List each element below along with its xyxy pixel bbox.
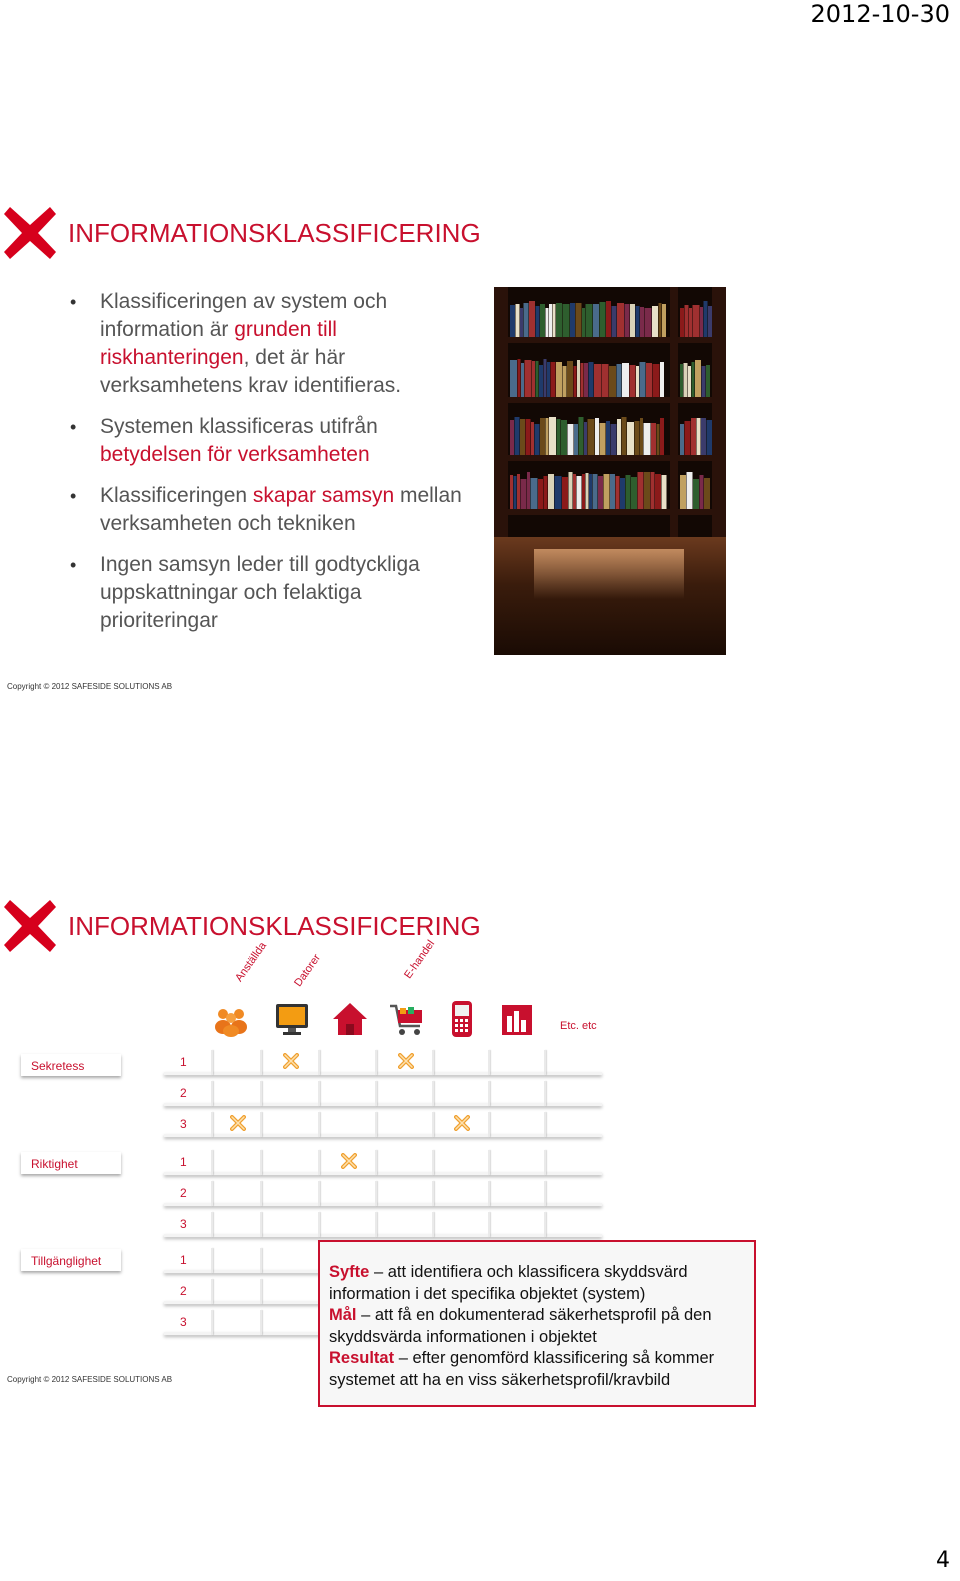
book-spine <box>604 474 610 509</box>
column-divider <box>318 1150 320 1175</box>
cross-mark-icon <box>398 1053 414 1069</box>
book-spine <box>549 304 552 337</box>
book-spine <box>616 476 620 509</box>
book-spine <box>706 365 710 397</box>
column-divider <box>375 1150 377 1175</box>
row-number: 2 <box>180 1284 187 1298</box>
book-spine <box>574 424 578 455</box>
column-divider <box>375 1181 377 1206</box>
book-spine <box>536 306 540 337</box>
column-divider <box>211 1212 213 1237</box>
column-divider <box>544 1081 546 1106</box>
book-spine <box>557 419 561 455</box>
book-spine <box>520 419 525 455</box>
column-divider <box>211 1310 213 1335</box>
book-spine <box>688 366 691 397</box>
book-spine <box>653 364 660 397</box>
shopping-cart-icon <box>388 1000 426 1038</box>
book-spine <box>652 306 658 337</box>
book-spine <box>701 418 706 455</box>
book-spine <box>707 420 713 455</box>
column-divider <box>375 1050 377 1075</box>
book-spine <box>680 424 684 455</box>
shelf-board <box>494 337 726 343</box>
book-spine <box>586 304 593 337</box>
book-spine <box>576 303 582 337</box>
column-divider <box>211 1248 213 1273</box>
column-divider <box>211 1050 213 1075</box>
row-number: 1 <box>180 1055 187 1069</box>
book-spine <box>600 302 606 337</box>
book-spine <box>510 305 515 337</box>
book-spine <box>625 304 630 337</box>
column-divider <box>260 1310 262 1335</box>
book-spine <box>551 362 556 397</box>
book-spine <box>532 361 535 397</box>
book-spine <box>594 364 601 397</box>
column-divider <box>375 1081 377 1106</box>
book-spine <box>627 422 634 455</box>
column-divider <box>488 1081 490 1106</box>
book-spine <box>626 475 631 509</box>
bullet-item: • Klassificeringen skapar samsyn mellan verksamheten och tekniken <box>70 482 470 538</box>
book-spine <box>526 419 531 455</box>
column-divider <box>544 1112 546 1137</box>
book-spine <box>680 308 684 337</box>
book-spine <box>692 362 695 397</box>
column-divider <box>488 1112 490 1137</box>
column-divider <box>318 1050 320 1075</box>
book-spine <box>660 362 664 397</box>
table-row <box>164 1112 602 1137</box>
book-spine <box>630 365 636 397</box>
row-number: 1 <box>180 1155 187 1169</box>
book-spine <box>531 478 538 509</box>
column-divider <box>318 1112 320 1137</box>
column-divider <box>318 1212 320 1237</box>
book-spine <box>606 421 610 455</box>
resultat-label: Resultat <box>329 1349 395 1367</box>
page-number: 4 <box>936 1548 950 1573</box>
book-spine <box>581 363 584 397</box>
book-spine <box>540 418 545 455</box>
column-header-datorer: Datorer <box>292 952 324 989</box>
book-spine <box>685 421 691 455</box>
book-spine <box>514 476 517 509</box>
row-divider <box>164 1234 602 1237</box>
shelf-board <box>494 455 726 461</box>
book-spine <box>645 308 652 337</box>
book-spine <box>622 417 627 455</box>
table-row <box>164 1150 602 1175</box>
row-divider <box>164 1203 602 1206</box>
column-divider <box>260 1212 262 1237</box>
column-divider <box>544 1181 546 1206</box>
bar-chart-icon <box>498 1000 536 1038</box>
book-spine <box>651 423 656 455</box>
column-divider <box>318 1181 320 1206</box>
book-spine <box>644 423 651 455</box>
book-spine <box>518 359 521 397</box>
bookshelf-photo <box>494 287 726 655</box>
book-spine <box>684 363 688 397</box>
book-spine <box>644 472 650 509</box>
book-spine <box>527 472 530 509</box>
column-divider <box>488 1181 490 1206</box>
book-spine <box>640 307 644 337</box>
column-divider <box>211 1279 213 1304</box>
book-spine <box>546 418 549 455</box>
book-spine <box>595 418 599 455</box>
book-spine <box>606 301 611 337</box>
book-spine <box>555 476 562 509</box>
book-spine <box>556 303 562 337</box>
column-divider <box>260 1050 262 1075</box>
book-spine <box>521 363 524 397</box>
table-row <box>164 1181 602 1206</box>
book-spine <box>547 362 550 397</box>
row-divider <box>164 1103 602 1106</box>
book-spine <box>622 363 629 397</box>
book-spine <box>570 303 575 337</box>
book-spine <box>609 366 616 397</box>
book-spine <box>687 472 693 509</box>
book-spine <box>617 364 622 397</box>
book-spine <box>610 474 615 509</box>
table-row <box>164 1081 602 1106</box>
mobile-phone-icon <box>443 1000 481 1038</box>
group-label-tillganglighet: Tillgänglighet <box>21 1249 121 1271</box>
book-spine <box>553 304 556 337</box>
column-divider <box>432 1081 434 1106</box>
book-spine <box>685 305 689 337</box>
column-divider <box>260 1081 262 1106</box>
book-spine <box>517 474 520 509</box>
book-spine <box>577 476 582 509</box>
etc-label: Etc. etc <box>560 1020 597 1032</box>
book-spine <box>535 424 540 455</box>
book-spine <box>536 361 539 397</box>
row-number: 3 <box>180 1117 187 1131</box>
column-divider <box>260 1112 262 1137</box>
column-divider <box>375 1212 377 1237</box>
book-spine <box>577 360 580 397</box>
book-spine <box>588 419 595 455</box>
book-spine <box>636 306 640 337</box>
row-number: 3 <box>180 1217 187 1231</box>
book-spine <box>693 305 700 337</box>
book-spine <box>568 424 574 455</box>
book-spine <box>617 419 621 455</box>
book-spine <box>593 304 599 337</box>
book-spine <box>640 418 643 455</box>
slide2-title: INFORMATIONSKLASSIFICERING <box>68 911 481 941</box>
book-spine <box>646 363 652 397</box>
column-divider <box>260 1181 262 1206</box>
book-spine <box>521 479 527 509</box>
resultat-text: – efter genomförd klassificering så kommer systemet att ha en viss säkerhetsprofil/kravbild <box>329 1349 715 1389</box>
book-spine <box>638 472 644 509</box>
book-spine <box>582 474 585 509</box>
book-spine <box>600 423 606 455</box>
book-spine <box>569 472 573 509</box>
book-spine <box>700 307 703 337</box>
book-spine <box>689 308 692 337</box>
cross-mark-icon <box>230 1115 246 1131</box>
book-spine <box>589 474 592 509</box>
book-spine <box>630 304 635 337</box>
purpose-note-box <box>318 1240 756 1407</box>
column-divider <box>318 1081 320 1106</box>
book-spine <box>538 479 543 509</box>
cross-mark-icon <box>341 1153 357 1169</box>
people-icon <box>213 1000 251 1038</box>
red-x-logo-icon <box>4 900 56 952</box>
cross-mark-icon <box>454 1115 470 1131</box>
column-divider <box>375 1112 377 1137</box>
shelf-board <box>494 397 726 403</box>
column-divider <box>488 1150 490 1175</box>
book-spine <box>651 472 655 509</box>
bullet-item: • Ingen samsyn leder till godtyckliga uppskattningar och felaktiga prioriteringar <box>70 551 470 635</box>
book-spine <box>702 366 706 397</box>
book-spine <box>593 474 598 509</box>
slide1-bullet-list <box>70 288 470 648</box>
book-spine <box>697 418 701 455</box>
shelf-board <box>494 509 726 515</box>
row-divider <box>164 1072 602 1075</box>
column-divider <box>432 1181 434 1206</box>
book-spine <box>574 366 577 397</box>
column-divider <box>544 1050 546 1075</box>
book-spine <box>563 366 567 397</box>
row-number: 3 <box>180 1315 187 1329</box>
book-spine <box>655 474 661 509</box>
row-divider <box>164 1172 602 1175</box>
book-spine <box>695 360 701 397</box>
row-number: 1 <box>180 1253 187 1267</box>
book-spine <box>573 474 576 509</box>
column-divider <box>211 1081 213 1106</box>
column-divider <box>211 1112 213 1137</box>
book-spine <box>549 417 556 455</box>
book-spine <box>561 420 567 455</box>
table-row <box>164 1050 602 1075</box>
book-spine <box>636 366 639 397</box>
book-spine <box>659 303 662 337</box>
red-x-logo-icon <box>4 207 56 259</box>
book-spine <box>635 421 640 455</box>
book-spine <box>556 362 562 397</box>
book-spine <box>531 422 534 455</box>
row-number: 2 <box>180 1186 187 1200</box>
book-spine <box>700 475 704 509</box>
book-spine <box>586 473 589 509</box>
book-spine <box>662 475 667 509</box>
book-spine <box>584 422 587 455</box>
mal-label: Mål <box>329 1306 357 1324</box>
table-row <box>164 1212 602 1237</box>
book-spine <box>516 304 520 337</box>
slide1-title: INFORMATIONSKLASSIFICERING <box>68 218 481 248</box>
book-spine <box>680 364 683 397</box>
book-spine <box>640 362 646 397</box>
slide2-copyright: Copyright © 2012 SAFESIDE SOLUTIONS AB <box>7 1375 173 1384</box>
column-divider <box>432 1112 434 1137</box>
column-header-ehandel: E-handel <box>402 938 438 981</box>
house-icon <box>331 1000 369 1038</box>
book-spine <box>582 308 585 337</box>
book-spine <box>520 308 523 337</box>
book-spine <box>602 364 609 397</box>
book-spine <box>662 304 666 337</box>
group-label-sekretess: Sekretess <box>21 1054 121 1076</box>
book-spine <box>544 476 548 509</box>
column-divider <box>432 1050 434 1075</box>
book-spine <box>691 418 696 455</box>
book-spine <box>539 365 543 397</box>
syfte-label: Syfte <box>329 1263 370 1281</box>
book-spine <box>510 475 513 509</box>
book-spine <box>631 477 637 509</box>
book-spine <box>611 424 617 455</box>
book-spine <box>515 417 520 455</box>
book-spine <box>546 308 549 337</box>
book-spine <box>693 479 699 509</box>
book-spine <box>562 477 568 509</box>
book-spine <box>617 303 624 337</box>
book-spine <box>584 363 588 397</box>
book-spine <box>540 304 545 337</box>
page-date: 2012-10-30 <box>810 0 950 28</box>
slide1-copyright: Copyright © 2012 SAFESIDE SOLUTIONS AB <box>7 682 173 691</box>
column-divider <box>211 1181 213 1206</box>
book-spine <box>524 303 529 337</box>
bullet-item: • Systemen klassificeras utifrån betydelsen för verksamheten <box>70 413 470 469</box>
monitor-icon <box>273 1000 311 1038</box>
column-divider <box>260 1150 262 1175</box>
book-spine <box>529 301 535 337</box>
book-spine <box>510 360 517 397</box>
book-spine <box>660 418 664 455</box>
row-number: 2 <box>180 1086 187 1100</box>
book-spine <box>567 361 573 397</box>
book-spine <box>704 301 708 337</box>
book-spine <box>579 417 584 455</box>
book-spine <box>510 420 514 455</box>
mal-text: – att få en dokumenterad säkerhetsprofil på den skyddsvärda informationen i objektet <box>329 1306 712 1346</box>
column-divider <box>488 1212 490 1237</box>
book-spine <box>544 359 547 397</box>
column-divider <box>544 1150 546 1175</box>
book-spine <box>704 478 710 509</box>
syfte-text: – att identifiera och klassificera skyddsvärd information i det specifika objektet (system) <box>329 1263 688 1303</box>
column-divider <box>432 1212 434 1237</box>
book-spine <box>563 304 570 337</box>
book-spine <box>598 476 603 509</box>
group-label-riktighet: Riktighet <box>21 1152 121 1174</box>
book-spine <box>589 362 594 397</box>
cross-mark-icon <box>283 1053 299 1069</box>
column-header-anstallda: Anställda <box>233 940 269 984</box>
book-spine <box>680 475 686 509</box>
column-divider <box>260 1279 262 1304</box>
bullet-item: • Klassificeringen av system och information är grunden till riskhanteringen, det är här verksamhetens krav identifieras. <box>70 288 470 400</box>
row-divider <box>164 1134 602 1137</box>
book-spine <box>612 306 617 337</box>
book-spine <box>548 474 554 509</box>
column-divider <box>260 1248 262 1273</box>
book-spine <box>657 424 660 455</box>
column-divider <box>488 1050 490 1075</box>
book-spine <box>525 360 532 397</box>
column-divider <box>544 1212 546 1237</box>
column-divider <box>211 1150 213 1175</box>
book-spine <box>620 478 625 509</box>
column-divider <box>432 1150 434 1175</box>
